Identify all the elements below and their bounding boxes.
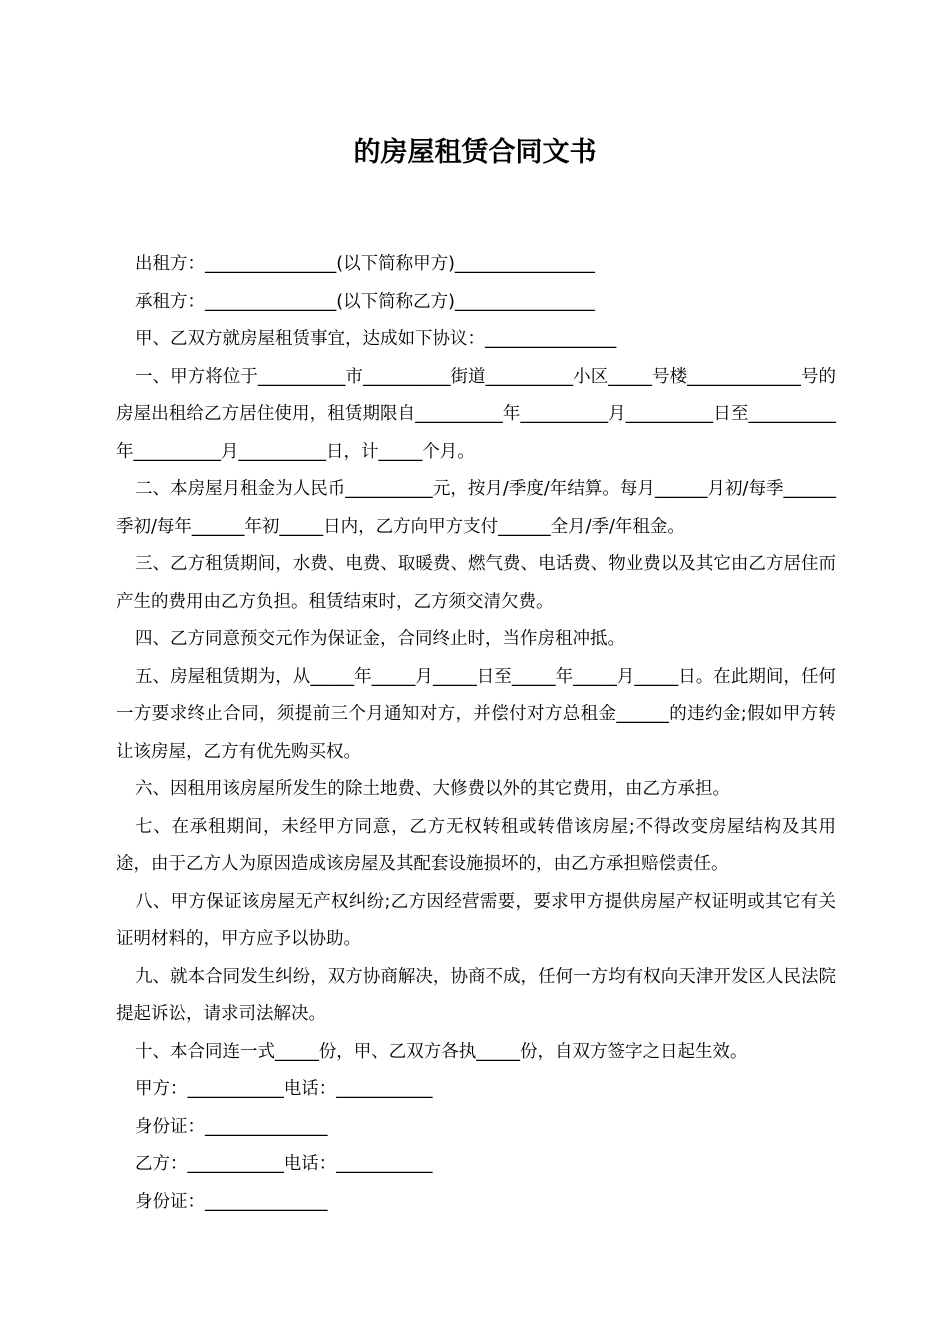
- document-body: [116, 246, 836, 1221]
- clause-6: 六、因租用该房屋所发生的除土地费、大修费以外的其它费用，由乙方承担。: [135, 779, 730, 799]
- party-a-id-line: 身份证：______________: [135, 1116, 328, 1137]
- clause-8: 八、甲方保证该房屋无产权纠纷;乙方因经营需要，要求甲方提供房屋产权证明或其它有关证明材料的，甲方应予以协助。: [116, 891, 836, 949]
- lessee-line: 承租方：_______________(以下简称乙方)________________: [135, 291, 595, 312]
- clause-3: 三、乙方租赁期间，水费、电费、取暖费、燃气费、电话费、物业费以及其它由乙方居住而产生的费用由乙方负担。租赁结束时，乙方须交清欠费。: [116, 554, 836, 612]
- agreement-intro-line: 甲、乙双方就房屋租赁事宜，达成如下协议：_______________: [135, 329, 617, 349]
- clause-4: 四、乙方同意预交元作为保证金，合同终止时，当作房租冲抵。: [135, 629, 625, 649]
- party-b-id-line: 身份证：______________: [135, 1191, 328, 1212]
- clause-9: 九、就本合同发生纠纷，双方协商解决，协商不成，任何一方均有权向天津开发区人民法院提起诉讼，请求司法解决。: [116, 966, 836, 1024]
- document-title: 的房屋租赁合同文书: [353, 137, 597, 168]
- clause-5: 五、房屋租赁期为，从_____年_____月_____日至_____年_____月_____日。在此期间，任何一方要求终止合同，须提前三个月通知对方，并偿付对方总租金______的违约金;假如甲方转让该房屋，乙方有优先购买权。: [116, 666, 836, 762]
- clause-7: 七、在承租期间，未经甲方同意，乙方无权转租或转借该房屋;不得改变房屋结构及其用途，由于乙方人为原因造成该房屋及其配套设施损坏的，由乙方承担赔偿责任。: [116, 816, 836, 874]
- party-a-signature-line: 甲方：___________电话：___________: [135, 1079, 433, 1099]
- party-b-signature-line: 乙方：___________电话：___________: [135, 1154, 433, 1174]
- clause-1: 一、甲方将位于__________市__________街道__________小区_____号楼_____________号的房屋出租给乙方居住使用，租赁期限自__________年__________月__________日至__________年__________月__________日，计_____个月。: [116, 366, 836, 462]
- lessor-line: 出租方：_______________(以下简称甲方)________________: [135, 254, 595, 274]
- clause-2: 二、本房屋月租金为人民币__________元，按月/季度/年结算。每月______月初/每季______季初/每年______年初_____日内，乙方向甲方支付______全月/季/年租金。: [116, 479, 836, 537]
- clause-10: 十、本合同连一式_____份，甲、乙双方各执_____份，自双方签字之日起生效。: [135, 1041, 748, 1062]
